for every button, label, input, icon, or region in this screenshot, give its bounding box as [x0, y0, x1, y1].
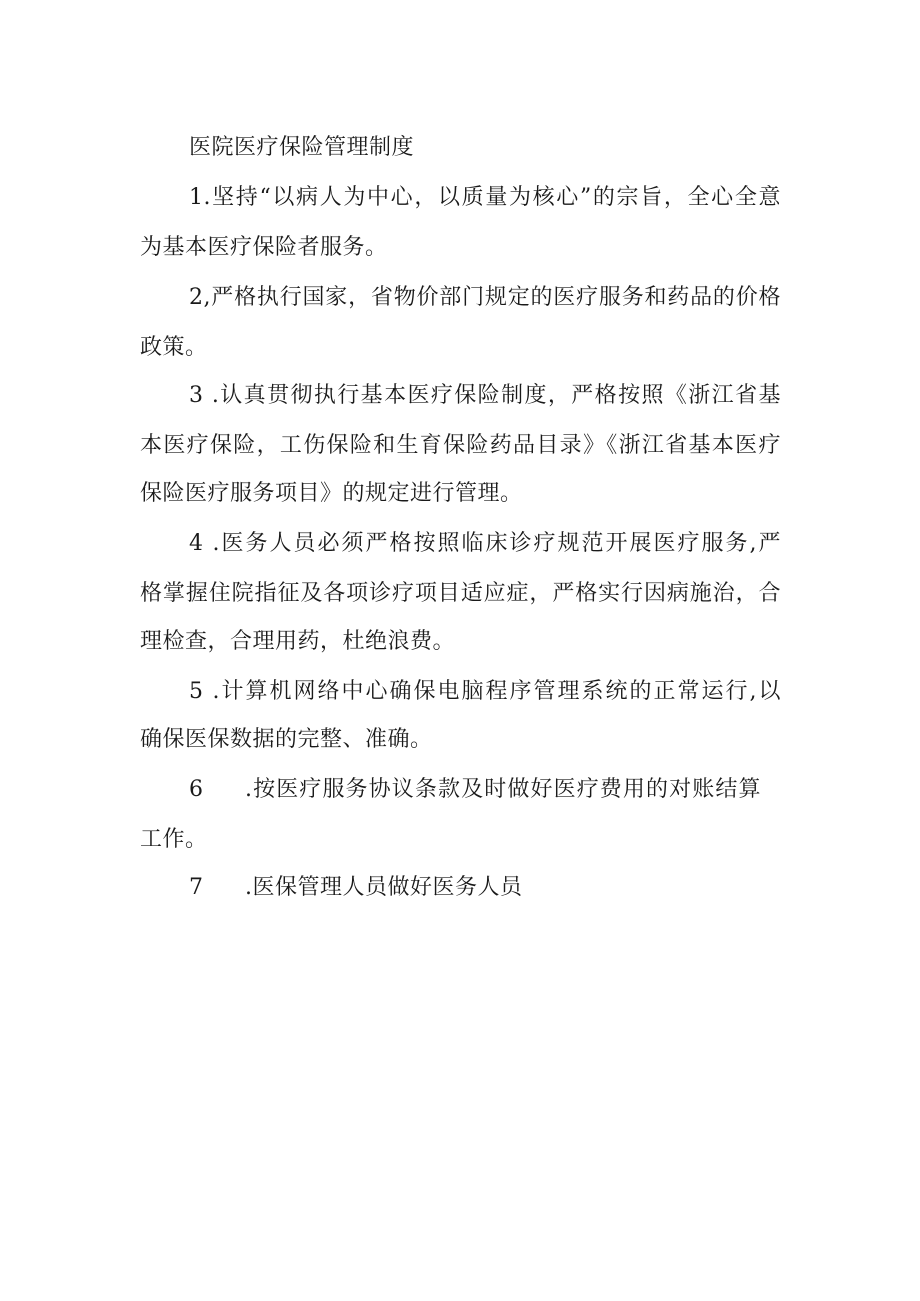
paragraph-1-line-1: 1.坚持“以病人为中心，以质量为核心”的宗旨，全心全意 — [189, 185, 781, 210]
document-title: 医院医疗保险管理制度 — [189, 135, 415, 160]
paragraph-5-line-2: 确保医保数据的完整、准确。 — [140, 727, 433, 752]
paragraph-6-line-2: 工作。 — [140, 827, 208, 852]
paragraph-2-line-2: 政策。 — [140, 335, 208, 360]
paragraph-4-line-2: 格掌握住院指征及各项诊疗项目适应症，严格实行因病施治，合 — [140, 581, 781, 606]
paragraph-7-line-1: .医保管理人员做好医务人员 — [245, 875, 523, 900]
paragraph-2-line-1: 2,严格执行国家，省物价部门规定的医疗服务和药品的价格 — [189, 285, 781, 310]
paragraph-3-line-3: 保险医疗服务项目》的规定进行管理。 — [140, 481, 523, 506]
paragraph-1-line-2: 为基本医疗保险者服务。 — [140, 235, 388, 260]
paragraph-6-line-1: .按医疗服务协议条款及时做好医疗费用的对账结算 — [245, 777, 761, 802]
paragraph-5-line-1: 5 .计算机网络中心确保电脑程序管理系统的正常运行,以 — [189, 679, 781, 704]
paragraph-6-number: 6 — [189, 777, 204, 802]
paragraph-3-line-1: 3 .认真贯彻执行基本医疗保险制度，严格按照《浙江省基 — [189, 383, 781, 408]
paragraph-4-line-1: 4 .医务人员必须严格按照临床诊疗规范开展医疗服务,严 — [189, 531, 781, 556]
paragraph-7-number: 7 — [189, 875, 204, 900]
paragraph-4-line-3: 理检查，合理用药，杜绝浪费。 — [140, 629, 456, 654]
paragraph-3-line-2: 本医疗保险，工伤保险和生育保险药品目录》《浙江省基本医疗 — [140, 433, 781, 458]
